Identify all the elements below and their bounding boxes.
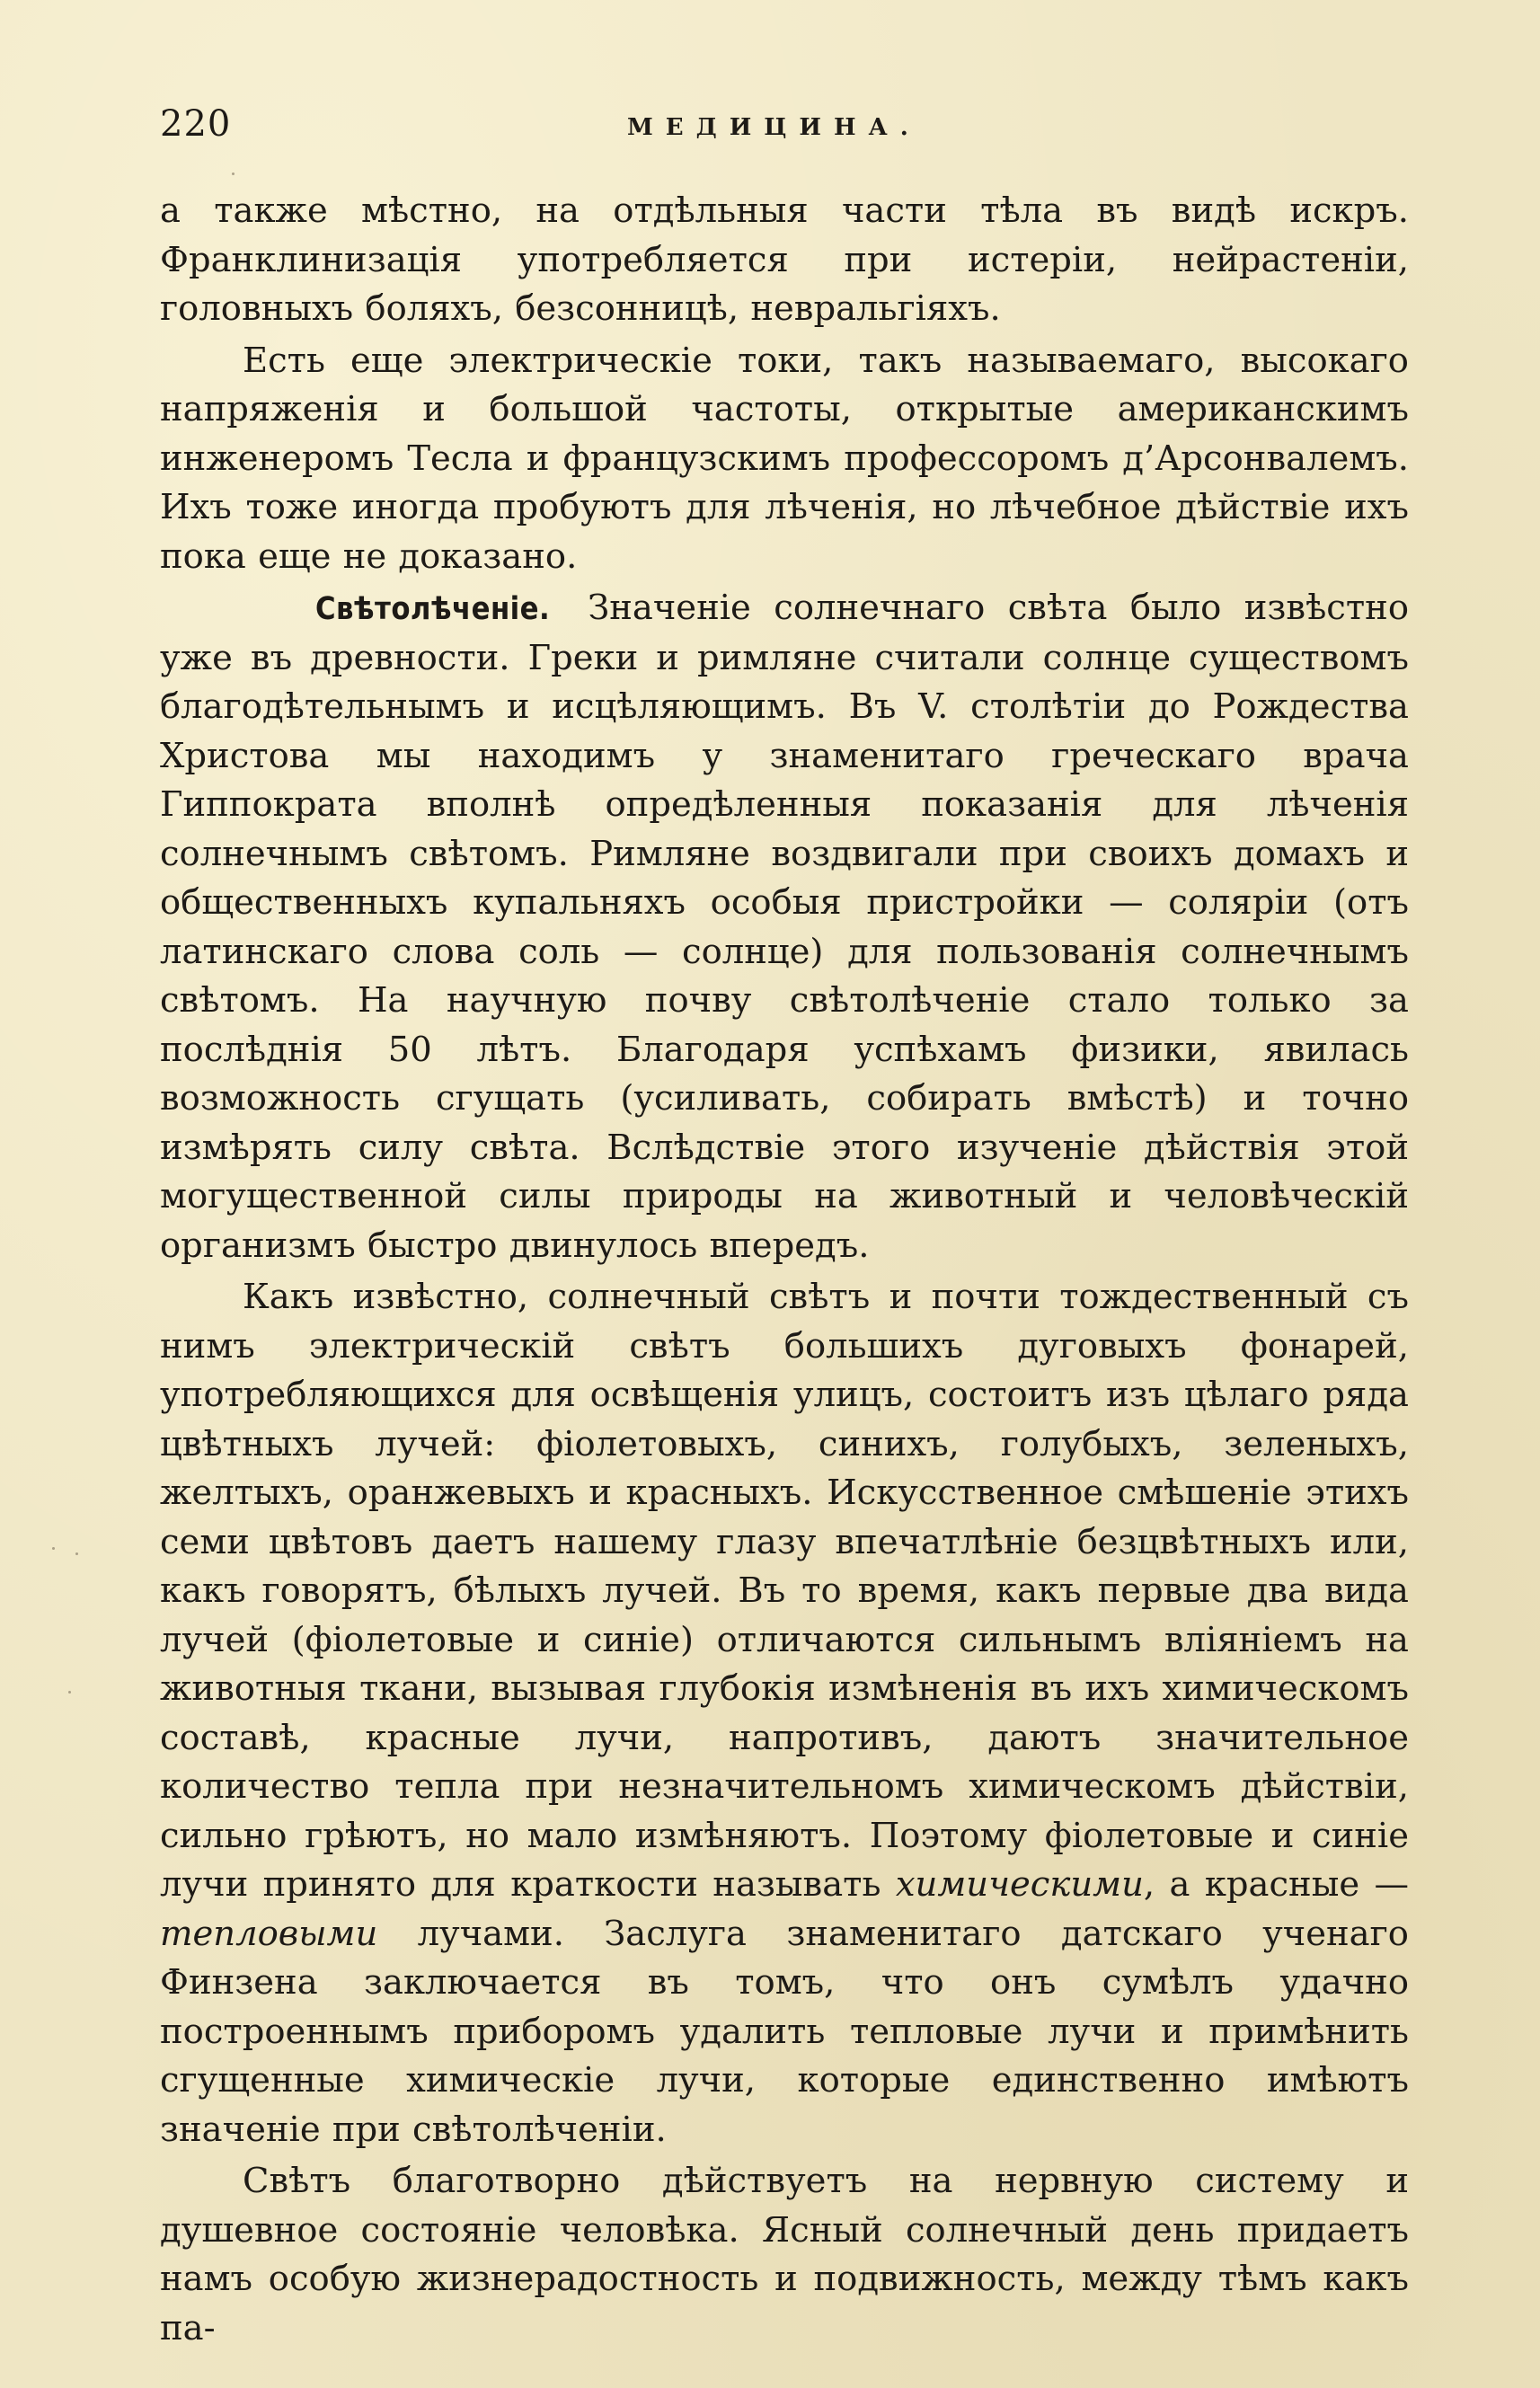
run-in-heading-phototherapy: Свѣтолѣченіе.	[314, 591, 551, 627]
paragraph-high-frequency-currents: Есть еще электрическіе токи, такъ называемаго, высокаго напряженія и большой частоты, открытые американскимъ инженеромъ Тесла и французскимъ профессоромъ д’Арсонвалемъ. Ихъ тоже иногда пробуютъ для лѣченія, но лѣчебное дѣйствіе ихъ пока еще не доказано.	[160, 340, 1409, 577]
page-number: 220	[160, 103, 232, 145]
paragraph-phototherapy-history	[160, 584, 1409, 1270]
paragraph-text: лучами. Заслуга знаменитаго датскаго ученаго Финзена заключается въ томъ, что онъ сумѣлъ удачно построеннымъ приборомъ удалить тепловые лучи и примѣнить сгущенные химическіе лучи, которые единственно имѣютъ значеніе при свѣтолѣченіи.	[160, 1913, 1409, 2150]
paragraph-text: Какъ извѣстно, солнечный свѣтъ и почти тождественный съ нимъ электрическій свѣтъ большихъ дуговыхъ фонарей, употребляющихся для освѣщенія улицъ, состоитъ изъ цѣлаго ряда цвѣтныхъ лучей: фіолетовыхъ, синихъ, голубыхъ, зеленыхъ, желтыхъ, оранжевыхъ и красныхъ. Искусственное смѣшеніе этихъ семи цвѣтовъ даетъ нашему глазу впечатлѣніе безцвѣтныхъ или, какъ говорятъ, бѣлыхъ лучей. Въ то время, какъ первые два вида лучей (фіолетовые и синіе) отличаются сильнымъ вліяніемъ на животныя ткани, вызывая глубокія измѣненія въ ихъ химическомъ составѣ, красные лучи, напротивъ, даютъ значительное количество тепла при незначительномъ химическомъ дѣйствіи, сильно грѣютъ, но мало измѣняютъ. Поэтому фіолетовые и синіе лучи принято для краткости называть	[160, 1277, 1409, 1905]
section-title: МЕДИЦИНА.	[627, 114, 921, 141]
paragraph-light-rays	[160, 1273, 1409, 2154]
paragraph-light-effects: Свѣтъ благотворно дѣйствуетъ на нервную систему и душевное состояніе человѣка. Ясный солнечный день придаетъ намъ особую жизнерадостность и подвижность, между тѣмъ какъ па-	[160, 2161, 1409, 2348]
print-speck	[75, 1552, 78, 1555]
italic-term-chemical: химическими	[895, 1864, 1144, 1905]
print-speck	[52, 1547, 55, 1550]
print-speck	[232, 172, 235, 175]
italic-term-thermal: тепловыми	[160, 1913, 378, 1954]
print-speck	[68, 1691, 71, 1694]
body-text	[160, 187, 1409, 2353]
running-head	[160, 97, 1418, 151]
paragraph-franklinization: а также мѣстно, на отдѣльныя части тѣла въ видѣ искръ. Франклинизація употребляется при истеріи, нейрастеніи, головныхъ боляхъ, безсонницѣ, невральгіяхъ.	[160, 190, 1409, 329]
paragraph-text: Значеніе солнечнаго свѣта было извѣстно уже въ древности. Греки и римляне считали солнце существомъ благодѣтельнымъ и исцѣляющимъ. Въ V. столѣтіи до Рождества Христова мы находимъ у знаменитаго греческаго врача Гиппократа вполнѣ опредѣленныя показанія для лѣченія солнечнымъ свѣтомъ. Римляне воздвигали при своихъ домахъ и общественныхъ купальняхъ особыя пристройки — соляріи (отъ латинскаго слова соль — солнце) для пользованія солнечнымъ свѣтомъ. На научную почву свѣтолѣченіе стало только за послѣднія 50 лѣтъ. Благодаря успѣхамъ физики, явилась возможность сгущать (усиливать, собирать вмѣстѣ) и точно измѣрять силу свѣта. Вслѣдствіе этого изученіе дѣйствія этой могущественной силы природы на животный и человѣческій организмъ быстро двинулось впередъ.	[160, 588, 1409, 1266]
paragraph-text: , а красные —	[1143, 1864, 1410, 1905]
